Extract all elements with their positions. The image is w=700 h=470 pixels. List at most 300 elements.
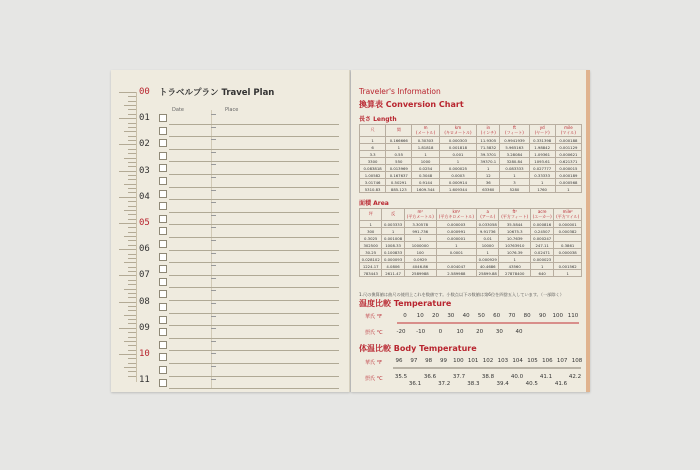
body-temperature-f-value: 105	[527, 358, 538, 364]
area-cell	[436, 256, 476, 263]
length-cell: 0.083818	[360, 165, 386, 172]
plan-checkbox[interactable]	[159, 202, 167, 210]
body-temperature-c-value: 42.2	[568, 374, 582, 380]
length-cell: 0.167637	[386, 172, 412, 179]
body-temperature-c-value: 35.5	[394, 374, 408, 380]
area-header-cell: 反	[382, 209, 404, 221]
length-cell: 0.33333	[529, 172, 555, 179]
length-cell: 1	[386, 144, 412, 151]
length-cell: 0.000015	[555, 165, 581, 172]
page-edge-tab	[586, 70, 590, 392]
time-ruler	[136, 92, 137, 382]
length-header-cell: m (メートル)	[412, 125, 439, 137]
ruler-tick	[124, 236, 136, 237]
body-temperature-f-value: 108	[571, 358, 583, 364]
temperature-c-value: 30	[495, 329, 503, 335]
length-header-cell: mile (マイル)	[555, 125, 581, 137]
length-cell: 0.331398	[529, 137, 555, 144]
temperature-c-value: 20	[476, 329, 484, 335]
area-row	[360, 228, 582, 235]
area-cell: 0.004047	[436, 263, 476, 270]
length-cell: 1.98842	[529, 144, 555, 151]
ruler-tick	[128, 214, 136, 215]
length-cell: 0.50291	[386, 179, 412, 186]
plan-row[interactable]	[159, 251, 339, 264]
length-cell: 0.001	[439, 151, 476, 158]
ruler-tick	[128, 245, 136, 246]
date-dash	[211, 303, 216, 304]
ruler-tick	[124, 131, 136, 132]
ruler-tick	[128, 123, 136, 124]
area-cell: 10763910	[499, 242, 531, 249]
ruler-tick	[124, 184, 136, 185]
temperature-f-value: 100	[552, 313, 563, 319]
area-cell: 1	[554, 270, 582, 277]
area-cell: 0.001008	[382, 235, 404, 242]
area-cell: 10000	[477, 242, 499, 249]
body-temperature-title: 体温比較 Body Temperature	[359, 344, 477, 353]
ruler-tick	[128, 192, 136, 193]
temperature-c-value: -10	[416, 329, 426, 335]
plan-row[interactable]	[159, 326, 339, 339]
length-cell: 0.0254	[412, 165, 439, 172]
area-cell: 1	[477, 249, 499, 256]
date-dash	[211, 341, 216, 342]
temperature-f-value: 80	[523, 313, 531, 319]
area-cell: 2589988	[404, 270, 436, 277]
area-header-cell: ft² (平方フィート)	[499, 209, 531, 221]
ruler-tick	[119, 171, 136, 172]
plan-row[interactable]	[159, 314, 339, 327]
area-cell: 10.7639	[499, 235, 531, 242]
body-temperature-f-value: 106	[542, 358, 553, 364]
length-cell: 0.9941939	[500, 137, 529, 144]
body-temperature-c-value: 38.8	[481, 374, 495, 380]
date-dash	[211, 253, 216, 254]
body-temperature-c-value: 40.5	[525, 381, 538, 387]
ruler-tick	[128, 136, 136, 137]
length-cell: 0.0003	[439, 172, 476, 179]
area-cell: 2.589988	[436, 270, 476, 277]
date-dash	[211, 227, 216, 228]
area-cell: 0.0001	[436, 249, 476, 256]
body-temperature-f-value: 99	[440, 358, 447, 364]
plan-checkbox[interactable]	[159, 353, 167, 361]
area-title: 面積 Area	[359, 200, 389, 207]
area-header-cell: 坪	[360, 209, 382, 221]
body-temperature-c-value: 37.2	[438, 381, 451, 387]
plan-checkbox[interactable]	[159, 164, 167, 172]
plan-checkbox[interactable]	[159, 303, 167, 311]
body-temperature-f-value: 101	[467, 358, 479, 364]
area-cell: 0.003333	[382, 221, 404, 228]
body-temperature-f-value: 104	[512, 358, 523, 364]
ruler-tick	[119, 197, 136, 198]
plan-checkbox[interactable]	[159, 366, 167, 374]
plan-checkbox[interactable]	[159, 240, 167, 248]
ruler-tick	[128, 232, 136, 233]
area-cell: 0.000023	[531, 256, 554, 263]
ruler-tick	[128, 350, 136, 351]
temperature-f-value: 70	[508, 313, 516, 319]
ruler-tick	[128, 280, 136, 281]
date-dash	[211, 328, 216, 329]
length-cell: 0.000914	[439, 179, 476, 186]
length-cell: 39370.1	[477, 158, 500, 165]
hour-label: 05	[139, 218, 150, 228]
ruler-tick	[128, 166, 136, 167]
area-cell: 0.01	[477, 235, 499, 242]
ruler-tick	[124, 105, 136, 106]
plan-row[interactable]	[159, 188, 339, 201]
date-dash	[211, 215, 216, 216]
area-cell: 1	[404, 235, 436, 242]
area-cell: 0.000038	[554, 249, 582, 256]
length-row	[360, 172, 582, 179]
date-dash	[211, 164, 216, 165]
ruler-tick	[119, 249, 136, 250]
length-cell: 1609.344	[412, 186, 439, 193]
area-cell: 0.02471	[531, 249, 554, 256]
length-cell: 1	[555, 186, 581, 193]
ruler-tick	[119, 275, 136, 276]
length-header-cell: 間	[386, 125, 412, 137]
area-cell: 302500	[360, 242, 382, 249]
body-temperature-f-label: 華氏 °F	[365, 360, 382, 366]
temperature-scale-bar	[397, 322, 579, 324]
length-cell: 1.09361	[529, 151, 555, 158]
area-cell: 43560	[499, 263, 531, 270]
body-temperature-c-value: 36.6	[423, 374, 437, 380]
length-cell: 0.166666	[386, 137, 412, 144]
plan-checkbox[interactable]	[159, 127, 167, 135]
date-dash	[211, 379, 216, 380]
area-row	[360, 263, 582, 270]
length-cell: 1.00582	[360, 172, 386, 179]
length-cell: 0.000189	[555, 172, 581, 179]
ruler-tick	[128, 127, 136, 128]
length-cell: 0.000303	[439, 137, 476, 144]
plan-row[interactable]	[159, 263, 339, 276]
plan-checkbox[interactable]	[159, 215, 167, 223]
ruler-tick	[128, 109, 136, 110]
area-cell: 300	[360, 228, 382, 235]
body-temperature-c-value: 41.6	[554, 381, 568, 387]
plan-row[interactable]	[159, 276, 339, 289]
ruler-tick	[128, 175, 136, 176]
area-cell: 0.000929	[477, 256, 499, 263]
ruler-tick	[128, 337, 136, 338]
length-row	[360, 186, 582, 193]
ruler-tick	[124, 210, 136, 211]
area-cell: 0.000816	[531, 221, 554, 228]
area-header-cell: km² (平方キロメートル)	[436, 209, 476, 221]
area-cell: 0.3861	[554, 242, 582, 249]
temperature-f-value: 110	[567, 313, 579, 319]
length-cell: 1	[477, 165, 500, 172]
length-cell: 3300	[360, 158, 386, 165]
area-row	[360, 235, 582, 242]
body-temperature-f-value: 102	[482, 358, 494, 364]
ruler-tick	[124, 262, 136, 263]
plan-row[interactable]	[159, 238, 339, 251]
plan-checkbox[interactable]	[159, 253, 167, 261]
hour-label: 04	[139, 191, 150, 202]
plan-checkbox[interactable]	[159, 328, 167, 336]
area-cell: 783443	[360, 270, 382, 277]
ruler-tick	[128, 149, 136, 150]
length-cell: 5.965163	[500, 144, 529, 151]
length-row	[360, 144, 582, 151]
area-cell: 0.000247	[531, 235, 554, 242]
plan-checkbox[interactable]	[159, 114, 167, 122]
temperature-f-value: 90	[538, 313, 546, 319]
hour-label: 11	[139, 375, 150, 386]
plan-row[interactable]	[159, 213, 339, 226]
area-cell: 4.0806	[382, 263, 404, 270]
plan-checkbox[interactable]	[159, 139, 167, 147]
ruler-tick	[128, 284, 136, 285]
ruler-tick	[128, 306, 136, 307]
notebook-spread	[111, 70, 590, 392]
area-cell: 27878400	[499, 270, 531, 277]
plan-checkbox[interactable]	[159, 152, 167, 160]
temperature-c-value: 10	[456, 329, 464, 335]
length-cell: 63360	[477, 186, 500, 193]
ruler-tick	[128, 140, 136, 141]
ruler-tick	[128, 371, 136, 372]
plan-row[interactable]	[159, 364, 339, 377]
body-temperature-f-value: 100	[453, 358, 464, 364]
plan-row[interactable]	[159, 175, 339, 188]
date-dash	[211, 152, 216, 153]
ruler-tick	[124, 158, 136, 159]
plan-row[interactable]	[159, 137, 339, 150]
temperature-f-value: 60	[493, 313, 501, 319]
length-cell: 3280.84	[500, 158, 529, 165]
length-cell: 550	[386, 158, 412, 165]
ruler-tick	[128, 101, 136, 102]
area-header-cell: a (アール)	[477, 209, 499, 221]
area-cell: 0.000001	[554, 221, 582, 228]
length-cell: 0.001129	[555, 144, 581, 151]
body-temperature-f-value: 107	[556, 358, 568, 364]
date-dash	[211, 316, 216, 317]
plan-checkbox[interactable]	[159, 316, 167, 324]
length-cell: 1	[529, 179, 555, 186]
area-cell: 1000000	[404, 242, 436, 249]
plan-row[interactable]	[159, 339, 339, 352]
ruler-tick	[128, 332, 136, 333]
temperature-f-value: 30	[447, 313, 455, 319]
plan-row[interactable]	[159, 377, 339, 390]
ruler-tick	[124, 341, 136, 342]
body-temperature-scale-bar	[393, 367, 581, 369]
body-temperature-f-value: 97	[410, 358, 418, 364]
length-cell: 1.81818	[412, 144, 439, 151]
body-temperature-f-value: 96	[395, 358, 403, 364]
length-cell: 0.013969	[386, 165, 412, 172]
length-cell: 1760	[529, 186, 555, 193]
temperature-f-label: 華氏 °F	[365, 314, 382, 320]
temperature-f-value: 10	[416, 313, 424, 319]
temperature-title: 温度比較 Temperature	[359, 299, 452, 308]
length-cell: 0.000188	[555, 137, 581, 144]
area-cell: 25899.88	[477, 270, 499, 277]
conversion-chart-title: 換算表 Conversion Chart	[359, 100, 464, 109]
ruler-tick	[128, 96, 136, 97]
area-row	[360, 221, 582, 228]
plan-checkbox[interactable]	[159, 290, 167, 298]
length-cell: 0.9144	[412, 179, 439, 186]
area-cell: 0.000001	[436, 235, 476, 242]
hour-label: 02	[139, 139, 150, 150]
body-temperature-f-value: 103	[497, 358, 509, 364]
area-cell	[554, 235, 582, 242]
plan-row[interactable]	[159, 150, 339, 163]
hour-label: 03	[139, 165, 150, 176]
area-cell: 1	[499, 256, 531, 263]
temperature-c-value: 0	[438, 329, 443, 335]
area-cell: 1	[360, 221, 382, 228]
plan-checkbox[interactable]	[159, 177, 167, 185]
ruler-tick	[119, 144, 136, 145]
body-temperature-f-value: 98	[425, 358, 433, 364]
length-cell: 1	[439, 158, 476, 165]
area-cell: 4046.86	[404, 263, 436, 270]
area-row	[360, 249, 582, 256]
date-dash	[211, 290, 216, 291]
plan-checkbox[interactable]	[159, 227, 167, 235]
length-cell: 11.9305	[477, 137, 500, 144]
date-dash	[211, 353, 216, 354]
date-dash	[211, 114, 216, 115]
length-cell: 71.5832	[477, 144, 500, 151]
area-header-cell: m² (平方メートル)	[404, 209, 436, 221]
temperature-f-value: 0	[403, 313, 407, 319]
hour-label: 06	[139, 244, 150, 255]
area-row	[360, 242, 582, 249]
length-cell: 0.30303	[412, 137, 439, 144]
area-cell: 9.91736	[477, 228, 499, 235]
plan-row[interactable]	[159, 162, 339, 175]
body-temperature-c-label: 摂氏 °C	[365, 376, 383, 382]
area-cell: 1076.39	[499, 249, 531, 256]
length-cell: 0.55	[386, 151, 412, 158]
area-cell: 0.3025	[360, 235, 382, 242]
plan-row[interactable]	[159, 301, 339, 314]
length-cell: 0.027777	[529, 165, 555, 172]
ruler-tick	[124, 289, 136, 290]
length-cell: 5280	[500, 186, 529, 193]
ruler-tick	[128, 114, 136, 115]
hour-label: 07	[139, 270, 150, 281]
length-row	[360, 151, 582, 158]
plan-checkbox[interactable]	[159, 379, 167, 387]
plan-row[interactable]	[159, 351, 339, 364]
date-dash	[211, 139, 216, 140]
date-dash	[211, 265, 216, 266]
ruler-tick	[119, 92, 136, 93]
area-cell: 30.25	[360, 249, 382, 256]
length-table	[359, 124, 582, 193]
ruler-tick	[124, 367, 136, 368]
hour-label: 00	[139, 87, 150, 97]
length-cell: 0.000025	[439, 165, 476, 172]
ruler-tick	[128, 254, 136, 255]
ruler-tick	[128, 345, 136, 346]
area-table	[359, 208, 582, 277]
length-cell: 6	[360, 144, 386, 151]
ruler-tick	[128, 240, 136, 241]
date-dash	[211, 240, 216, 241]
travelers-information-title: Traveler's Information	[359, 87, 441, 96]
length-cell: 1	[412, 151, 439, 158]
plan-row[interactable]	[159, 125, 339, 138]
length-cell: 0.001818	[439, 144, 476, 151]
area-cell: 100	[404, 249, 436, 256]
length-cell: 12	[477, 172, 500, 179]
ruler-tick	[128, 293, 136, 294]
area-cell: 0.028102	[360, 256, 382, 263]
date-dash	[211, 190, 216, 191]
plan-row[interactable]	[159, 288, 339, 301]
area-cell: 0.000003	[436, 221, 476, 228]
temperature-c-value: 40	[515, 329, 523, 335]
plan-row[interactable]	[159, 200, 339, 213]
ruler-tick	[128, 153, 136, 154]
area-cell: 640	[531, 270, 554, 277]
ruler-tick	[124, 315, 136, 316]
ruler-tick	[128, 376, 136, 377]
area-cell: 1	[382, 228, 404, 235]
travel-plan-page	[111, 70, 350, 392]
length-header-cell: yd (ヤード)	[529, 125, 555, 137]
body-temperature-c-value: 38.3	[467, 381, 480, 387]
area-cell	[554, 256, 582, 263]
plan-row[interactable]	[159, 112, 339, 125]
body-temperature-c-value: 39.4	[496, 381, 509, 387]
body-temperature-c-value: 40.0	[510, 374, 524, 380]
area-cell: 35.5844	[499, 221, 531, 228]
temperature-f-value: 40	[462, 313, 470, 319]
hour-label: 01	[139, 113, 150, 124]
plan-checkbox[interactable]	[159, 190, 167, 198]
body-temperature-c-value: 37.7	[452, 374, 466, 380]
plan-checkbox[interactable]	[159, 265, 167, 273]
area-cell: 0.033058	[477, 221, 499, 228]
area-cell: 0.100833	[382, 249, 404, 256]
length-cell: 0.000568	[555, 179, 581, 186]
ruler-tick	[119, 302, 136, 303]
plan-row[interactable]	[159, 225, 339, 238]
temperature-c-value: -20	[396, 329, 406, 335]
ruler-tick	[128, 179, 136, 180]
length-cell: 0.083333	[500, 165, 529, 172]
length-row	[360, 158, 582, 165]
plan-checkbox[interactable]	[159, 341, 167, 349]
length-row	[360, 179, 582, 186]
length-cell: 0.3048	[412, 172, 439, 179]
area-cell: 0.000991	[436, 228, 476, 235]
travelers-information-page	[351, 70, 590, 392]
ruler-tick	[119, 223, 136, 224]
ruler-tick	[128, 162, 136, 163]
plan-checkbox[interactable]	[159, 278, 167, 286]
ruler-tick	[128, 258, 136, 259]
date-dash	[211, 202, 216, 203]
ruler-tick	[128, 227, 136, 228]
